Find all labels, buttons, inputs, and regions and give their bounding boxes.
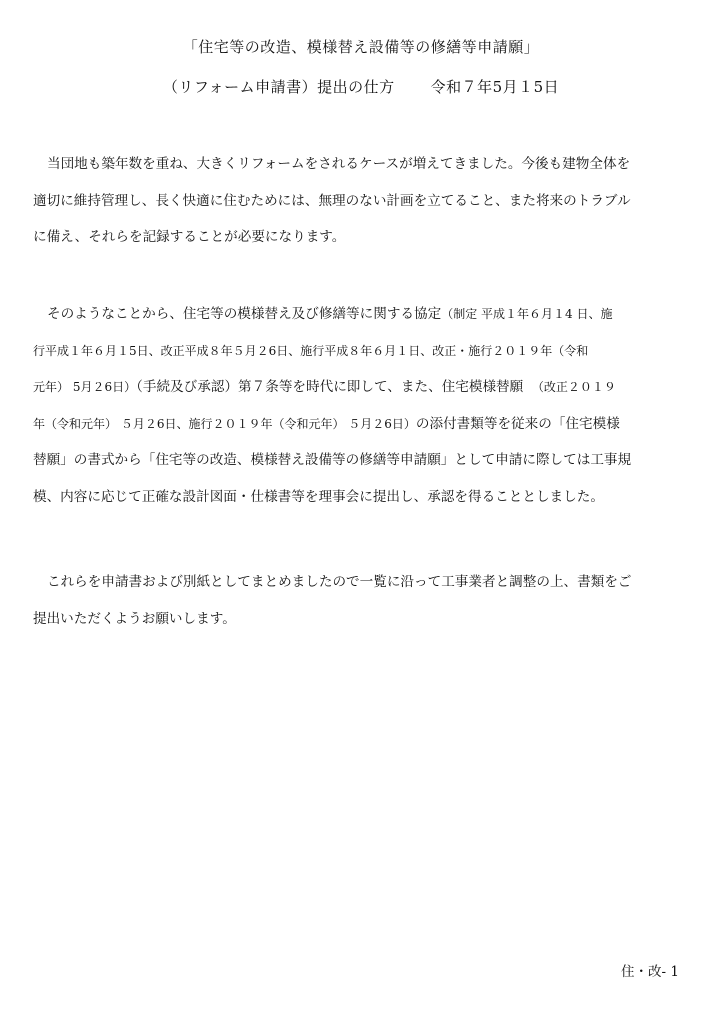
paragraph-line: 適切に維持管理し、長く快適に住むためには、無理のない計画を立てること、また将来のトラブル bbox=[33, 192, 631, 209]
document-subtitle bbox=[0, 76, 722, 97]
document-date: 令和７年5月１5日 bbox=[430, 78, 560, 96]
subtitle-text: （リフォーム申請書）提出の仕方 bbox=[162, 78, 395, 96]
paragraph-intro bbox=[33, 146, 689, 256]
paragraph-line: 提出いただくようお願いします。 bbox=[33, 610, 236, 627]
paragraph-line: これらを申請書および別紙としてまとめましたので一覧に沿って工事業者と調整の上、書類をご bbox=[47, 574, 632, 590]
paragraph-line: 行平成１年６月１5日、改正平成８年５月２6日、施行平成８年６月１日、改正・施行２０１９年（令和 bbox=[33, 343, 589, 358]
paragraph-request bbox=[33, 564, 689, 637]
paragraph-line: 当団地も築年数を重ね、大きくリフォームをされるケースが増えてきました。今後も建物全体を bbox=[47, 156, 631, 172]
paragraph-line: に備え、それらを記録することが必要になります。 bbox=[33, 229, 346, 245]
document-title: 「住宅等の改造、模様替え設備等の修繕等申請願」 bbox=[182, 38, 540, 56]
paragraph-agreement bbox=[33, 296, 689, 515]
paragraph-line: 模、内容に応じて正確な設計図面・仕様書等を理事会に提出し、承認を得ることとしました。 bbox=[33, 488, 604, 505]
paragraph-line: 替願」の書式から「住宅等の改造、模様替え設備等の修繕等申請願」として申請に際しては工事規 bbox=[33, 452, 632, 468]
paragraph-line: 年（令和元年） ５月２6日、施行２０１９年（令和元年） ５月２6日）の添付書類等を従来の「住宅模様 bbox=[33, 415, 620, 432]
page-number: 住・改- 1 bbox=[621, 964, 679, 980]
paragraph-line: 元年） 5月２6日）（手続及び承認）第７条等を時代に即して、また、住宅模様替願 （改正２０１９ bbox=[33, 379, 616, 395]
paragraph-line: そのようなことから、住宅等の模様替え及び修繕等に関する協定（制定 平成１年６月１4 日、施 bbox=[47, 306, 613, 322]
